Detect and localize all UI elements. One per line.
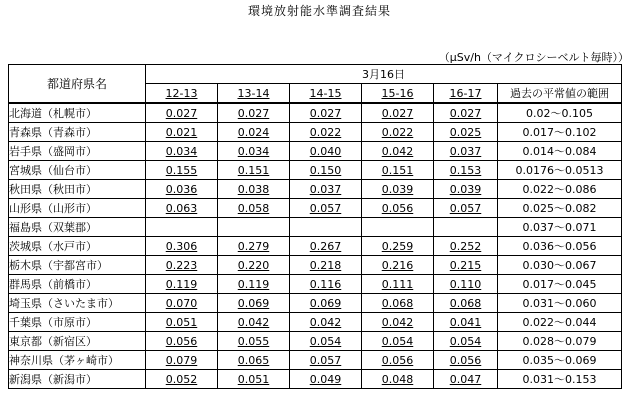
reading-value: 0.027	[165, 106, 198, 120]
reading-value: 0.042	[237, 315, 270, 329]
reading-cell	[146, 237, 218, 256]
prefecture-cell: 秋田県（秋田市）	[9, 180, 146, 199]
reading-value: 0.034	[165, 144, 198, 158]
reading-value: 0.039	[449, 182, 482, 196]
reading-cell	[290, 275, 362, 294]
reading-value: 0.056	[165, 334, 198, 348]
reading-cell	[218, 351, 290, 370]
reading-cell	[218, 313, 290, 332]
table-body	[9, 103, 622, 389]
prefecture-cell: 群馬県（前橋市）	[9, 275, 146, 294]
reading-value: 0.047	[449, 372, 482, 386]
reading-value: 0.056	[381, 201, 414, 215]
reading-value: 0.267	[309, 239, 342, 253]
normal-range-cell: 0.014～0.084	[498, 142, 622, 161]
reading-value: 0.054	[309, 334, 342, 348]
reading-value: 0.116	[309, 277, 342, 291]
reading-cell	[434, 294, 498, 313]
reading-value: 0.079	[165, 353, 198, 367]
prefecture-cell: 宮城県（仙台市）	[9, 161, 146, 180]
radiation-table	[8, 64, 622, 389]
prefecture-cell: 東京都（新宿区）	[9, 332, 146, 351]
reading-value: 0.252	[449, 239, 482, 253]
reading-cell	[434, 256, 498, 275]
normal-range-cell: 0.017～0.102	[498, 123, 622, 142]
reading-cell	[146, 294, 218, 313]
table-row	[9, 294, 622, 313]
reading-value: 0.057	[449, 201, 482, 215]
normal-range-column-header: 過去の平常値の範囲	[498, 84, 622, 104]
reading-cell	[146, 142, 218, 161]
date-header: 3月16日	[146, 65, 622, 84]
reading-value: 0.259	[381, 239, 414, 253]
normal-range-cell: 0.030～0.067	[498, 256, 622, 275]
reading-value: 0.070	[165, 296, 198, 310]
normal-range-cell: 0.02～0.105	[498, 103, 622, 123]
prefecture-cell: 埼玉県（さいたま市）	[9, 294, 146, 313]
reading-cell	[218, 275, 290, 294]
reading-cell	[146, 351, 218, 370]
prefecture-cell: 山形県（山形市）	[9, 199, 146, 218]
table-row	[9, 161, 622, 180]
normal-range-cell: 0.022～0.044	[498, 313, 622, 332]
reading-value: 0.037	[449, 144, 482, 158]
reading-cell	[434, 161, 498, 180]
reading-cell	[146, 332, 218, 351]
reading-value: 0.021	[165, 125, 198, 139]
reading-value: 0.041	[449, 315, 482, 329]
table-row	[9, 370, 622, 389]
prefecture-column-header: 都道府県名	[9, 65, 146, 104]
reading-value: 0.055	[237, 334, 270, 348]
reading-value: 0.279	[237, 239, 270, 253]
prefecture-cell: 青森県（青森市）	[9, 123, 146, 142]
reading-value: 0.151	[237, 163, 270, 177]
reading-cell	[290, 161, 362, 180]
table-header	[9, 65, 622, 104]
reading-cell	[146, 256, 218, 275]
reading-value: 0.057	[309, 201, 342, 215]
normal-range-cell: 0.036～0.056	[498, 237, 622, 256]
reading-value: 0.057	[309, 353, 342, 367]
table-row	[9, 123, 622, 142]
reading-cell	[146, 123, 218, 142]
table-row	[9, 199, 622, 218]
hour-label: 12-13	[165, 86, 198, 100]
reading-value: 0.036	[165, 182, 198, 196]
reading-cell	[146, 103, 218, 123]
reading-cell	[290, 332, 362, 351]
reading-value: 0.119	[237, 277, 270, 291]
reading-value: 0.220	[237, 258, 270, 272]
reading-value: 0.150	[309, 163, 342, 177]
reading-value: 0.027	[381, 106, 414, 120]
reading-cell	[218, 142, 290, 161]
reading-cell	[218, 103, 290, 123]
reading-value: 0.306	[165, 239, 198, 253]
reading-cell	[434, 332, 498, 351]
unit-label: （μSv/h（マイクロシーベルト毎時））	[438, 51, 629, 64]
normal-range-cell: 0.037～0.071	[498, 218, 622, 237]
reading-cell	[290, 313, 362, 332]
normal-range-cell: 0.025～0.082	[498, 199, 622, 218]
hour-label: 13-14	[237, 86, 270, 100]
prefecture-cell: 栃木県（宇都宮市）	[9, 256, 146, 275]
reading-value: 0.063	[165, 201, 198, 215]
reading-value: 0.153	[449, 163, 482, 177]
reading-value: 0.048	[381, 372, 414, 386]
table-row	[9, 218, 622, 237]
reading-value: 0.040	[309, 144, 342, 158]
reading-cell	[146, 313, 218, 332]
reading-cell	[434, 199, 498, 218]
reading-cell	[362, 351, 434, 370]
reading-cell	[362, 218, 434, 237]
reading-cell	[362, 237, 434, 256]
normal-range-cell: 0.0176～0.0513	[498, 161, 622, 180]
reading-value: 0.052	[165, 372, 198, 386]
reading-value: 0.034	[237, 144, 270, 158]
reading-cell	[218, 218, 290, 237]
reading-value: 0.058	[237, 201, 270, 215]
reading-cell	[362, 180, 434, 199]
hour-label: 16-17	[449, 86, 482, 100]
reading-cell	[218, 123, 290, 142]
reading-cell	[434, 103, 498, 123]
reading-cell	[362, 199, 434, 218]
table-row	[9, 180, 622, 199]
reading-cell	[218, 332, 290, 351]
reading-cell	[290, 256, 362, 275]
reading-value: 0.223	[165, 258, 198, 272]
reading-cell	[434, 351, 498, 370]
reading-cell	[146, 180, 218, 199]
reading-value: 0.027	[237, 106, 270, 120]
reading-cell	[434, 218, 498, 237]
prefecture-cell: 新潟県（新潟市）	[9, 370, 146, 389]
normal-range-cell: 0.022～0.086	[498, 180, 622, 199]
table-row	[9, 313, 622, 332]
reading-cell	[218, 237, 290, 256]
reading-value: 0.042	[309, 315, 342, 329]
hour-column-header	[218, 84, 290, 104]
hour-label: 14-15	[309, 86, 342, 100]
prefecture-cell: 茨城県（水戸市）	[9, 237, 146, 256]
reading-cell	[218, 180, 290, 199]
reading-value: 0.054	[449, 334, 482, 348]
reading-cell	[434, 123, 498, 142]
reading-cell	[290, 218, 362, 237]
normal-range-cell: 0.028～0.079	[498, 332, 622, 351]
prefecture-cell: 千葉県（市原市）	[9, 313, 146, 332]
reading-value: 0.024	[237, 125, 270, 139]
reading-cell	[434, 275, 498, 294]
reading-value: 0.056	[381, 353, 414, 367]
reading-value: 0.218	[309, 258, 342, 272]
normal-range-cell: 0.017～0.045	[498, 275, 622, 294]
reading-value: 0.027	[309, 106, 342, 120]
reading-value: 0.065	[237, 353, 270, 367]
reading-cell	[290, 351, 362, 370]
reading-value: 0.215	[449, 258, 482, 272]
table-row	[9, 103, 622, 123]
reading-cell	[146, 370, 218, 389]
reading-cell	[362, 256, 434, 275]
reading-value: 0.049	[309, 372, 342, 386]
reading-value: 0.155	[165, 163, 198, 177]
hour-column-header	[362, 84, 434, 104]
table-row	[9, 237, 622, 256]
prefecture-cell: 北海道（札幌市）	[9, 103, 146, 123]
reading-value: 0.025	[449, 125, 482, 139]
reading-cell	[146, 199, 218, 218]
table-row	[9, 351, 622, 370]
reading-cell	[362, 332, 434, 351]
reading-cell	[290, 237, 362, 256]
reading-cell	[434, 370, 498, 389]
reading-value: 0.069	[309, 296, 342, 310]
reading-value: 0.027	[449, 106, 482, 120]
reading-value: 0.151	[381, 163, 414, 177]
reading-cell	[362, 313, 434, 332]
reading-value: 0.037	[309, 182, 342, 196]
reading-value: 0.051	[165, 315, 198, 329]
reading-cell	[146, 161, 218, 180]
reading-cell	[218, 294, 290, 313]
reading-cell	[434, 313, 498, 332]
reading-cell	[434, 142, 498, 161]
hour-label: 15-16	[381, 86, 414, 100]
reading-cell	[434, 180, 498, 199]
reading-value: 0.110	[449, 277, 482, 291]
normal-range-cell: 0.031～0.060	[498, 294, 622, 313]
reading-value: 0.069	[237, 296, 270, 310]
hour-column-header	[146, 84, 218, 104]
reading-cell	[362, 103, 434, 123]
reading-cell	[290, 142, 362, 161]
reading-cell	[362, 370, 434, 389]
reading-value: 0.039	[381, 182, 414, 196]
reading-cell	[218, 370, 290, 389]
reading-cell	[362, 161, 434, 180]
prefecture-cell: 福島県（双葉郡）	[9, 218, 146, 237]
reading-cell	[434, 237, 498, 256]
table-row	[9, 332, 622, 351]
prefecture-cell: 神奈川県（茅ヶ崎市）	[9, 351, 146, 370]
reading-value: 0.056	[449, 353, 482, 367]
reading-value: 0.042	[381, 144, 414, 158]
reading-cell	[290, 370, 362, 389]
hour-column-header	[434, 84, 498, 104]
reading-cell	[218, 256, 290, 275]
reading-cell	[362, 294, 434, 313]
normal-range-cell: 0.035～0.069	[498, 351, 622, 370]
reading-cell	[290, 294, 362, 313]
reading-value: 0.119	[165, 277, 198, 291]
table-row	[9, 275, 622, 294]
hour-column-header	[290, 84, 362, 104]
table-row	[9, 142, 622, 161]
normal-range-cell: 0.031～0.153	[498, 370, 622, 389]
reading-value: 0.054	[381, 334, 414, 348]
reading-cell	[362, 123, 434, 142]
reading-value: 0.022	[381, 125, 414, 139]
reading-value: 0.022	[309, 125, 342, 139]
page-title: 環境放射能水準調査結果	[247, 4, 391, 18]
reading-cell	[218, 199, 290, 218]
reading-cell	[218, 161, 290, 180]
reading-cell	[290, 103, 362, 123]
reading-cell	[290, 123, 362, 142]
reading-cell	[362, 142, 434, 161]
reading-value: 0.068	[449, 296, 482, 310]
reading-cell	[290, 199, 362, 218]
reading-value: 0.068	[381, 296, 414, 310]
reading-cell	[290, 180, 362, 199]
reading-cell	[146, 275, 218, 294]
table-row	[9, 256, 622, 275]
reading-value: 0.051	[237, 372, 270, 386]
reading-value: 0.216	[381, 258, 414, 272]
reading-value: 0.042	[381, 315, 414, 329]
reading-cell	[362, 275, 434, 294]
prefecture-cell: 岩手県（盛岡市）	[9, 142, 146, 161]
reading-value: 0.038	[237, 182, 270, 196]
reading-value: 0.111	[381, 277, 414, 291]
reading-cell	[146, 218, 218, 237]
